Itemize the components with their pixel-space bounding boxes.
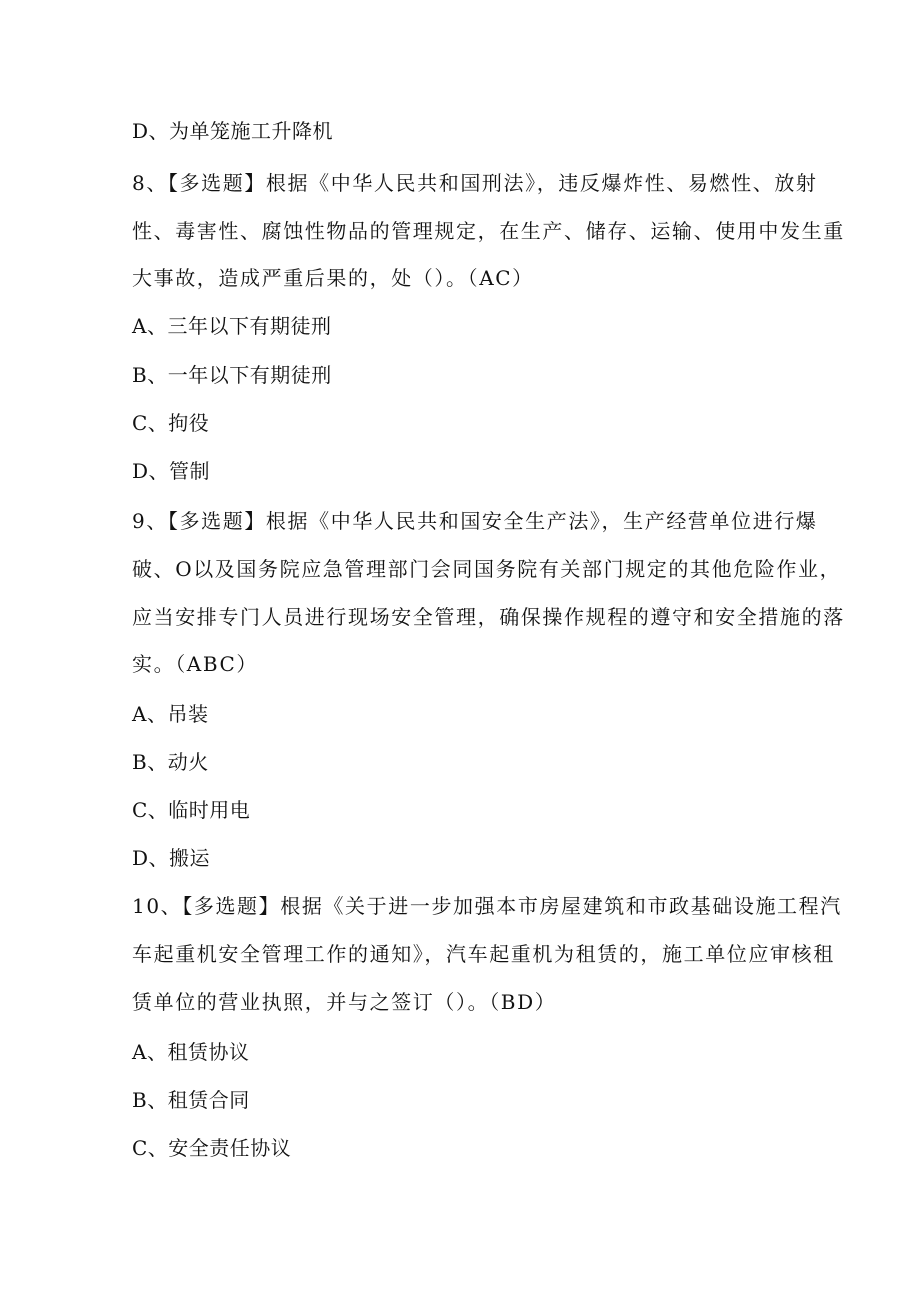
question-10-line-2: 车起重机安全管理工作的通知》，汽车起重机为租赁的，施工单位应审核租 [132,942,835,966]
question-9-line-2: 破、O以及国务院应急管理部门会同国务院有关部门规定的其他危险作业， [132,557,842,581]
option-b-q8: B、一年以下有期徒刑 [132,363,332,387]
question-10-line-3: 赁单位的营业执照，并与之签订（）。（BD） [132,990,557,1014]
option-c-q9: C、临时用电 [132,798,251,822]
option-c-q10: C、安全责任协议 [132,1136,292,1160]
option-d-q7: D、为单笼施工升降机 [132,119,334,143]
option-b-q10: B、租赁合同 [132,1088,250,1112]
question-8-line-1: 8、【多选题】根据《中华人民共和国刑法》，违反爆炸性、易燃性、放射 [132,171,818,195]
option-a-q8: A、三年以下有期徒刑 [132,314,332,338]
question-8-line-2: 性、毒害性、腐蚀性物品的管理规定，在生产、储存、运输、使用中发生重 [132,219,845,243]
option-a-q10: A、租赁协议 [132,1040,250,1064]
option-b-q9: B、动火 [132,750,209,774]
question-9-line-4: 实。（ABC） [132,652,259,676]
option-c-q8: C、拘役 [132,411,210,435]
question-9-line-3: 应当安排专门人员进行现场安全管理，确保操作规程的遵守和安全措施的落 [132,605,845,629]
option-a-q9: A、吊装 [132,702,209,726]
question-8-line-3: 大事故，造成严重后果的，处（）。（AC） [132,266,534,290]
question-10-line-1: 10、【多选题】根据《关于进一步加强本市房屋建筑和市政基础设施工程汽 [132,894,842,918]
option-d-q8: D、管制 [132,459,211,483]
question-9-line-1: 9、【多选题】根据《中华人民共和国安全生产法》，生产经营单位进行爆 [132,509,818,533]
option-d-q9: D、搬运 [132,846,211,870]
